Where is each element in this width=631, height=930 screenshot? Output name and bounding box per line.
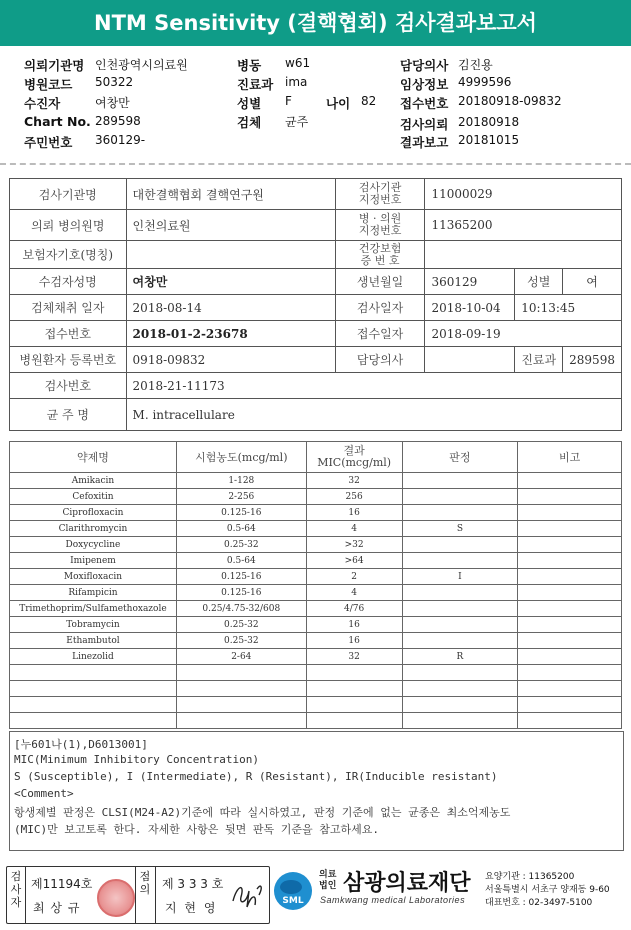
code-label: 병원코드 xyxy=(24,77,73,92)
remark xyxy=(518,489,622,505)
dept-value: ima xyxy=(285,75,308,89)
judgement xyxy=(402,585,518,601)
req-hosp-label: 의뢰 병의원명 xyxy=(10,210,127,241)
test-concentration xyxy=(176,681,306,697)
col-header-mic xyxy=(306,442,402,473)
drug-name xyxy=(10,713,177,729)
examiner-name: 최 상 규 xyxy=(33,901,81,915)
judgement xyxy=(402,553,518,569)
reviewer-name: 지 현 영 xyxy=(165,901,218,915)
table-row xyxy=(10,521,622,537)
remark xyxy=(518,697,622,713)
mic-result: >64 xyxy=(306,553,402,569)
remark xyxy=(518,665,622,681)
mic-result: 32 xyxy=(306,649,402,665)
remark xyxy=(518,521,622,537)
drug-sensitivity-table xyxy=(9,441,622,729)
test-concentration: 0.25-32 xyxy=(176,633,306,649)
reviewer-label: 점의 xyxy=(139,870,151,896)
test-concentration: 0.5-64 xyxy=(176,553,306,569)
drug-name: Imipenem xyxy=(10,553,177,569)
table-row xyxy=(10,585,622,601)
mic-result xyxy=(306,665,402,681)
mic-result: 4 xyxy=(306,585,402,601)
dept-label: 진료과 xyxy=(237,77,274,92)
health-no-value xyxy=(425,241,622,269)
drug-name: Rifampicin xyxy=(10,585,177,601)
form-dept-value: 289598 xyxy=(563,347,622,373)
col-header-remark: 비고 xyxy=(518,442,622,473)
form-dept-label: 진료과 xyxy=(515,347,563,373)
doctor-label: 담당의사 xyxy=(400,58,449,73)
inst-value: 대한결핵협회 결핵연구원 xyxy=(126,179,335,210)
hospital-label: 의뢰기관명 xyxy=(24,58,85,73)
drug-name: Cefoxitin xyxy=(10,489,177,505)
remark xyxy=(518,601,622,617)
mic-result xyxy=(306,713,402,729)
test-concentration xyxy=(176,713,306,729)
company-english-name: Samkwang medical Laboratories xyxy=(320,895,466,905)
test-concentration: 0.125-16 xyxy=(176,505,306,521)
remark xyxy=(518,713,622,729)
company-phone: 대표번호 : 02-3497-5100 xyxy=(485,898,593,908)
notes-box xyxy=(9,731,624,851)
hosp-code-label-2: 지정번호 xyxy=(358,224,402,237)
judgement xyxy=(402,537,518,553)
company-type xyxy=(319,870,336,892)
remark xyxy=(518,505,622,521)
test-concentration xyxy=(176,665,306,681)
collect-label: 검체채취 일자 xyxy=(10,295,127,321)
judgement: S xyxy=(402,521,518,537)
test-concentration: 1-128 xyxy=(176,473,306,489)
collect-value: 2018-08-14 xyxy=(126,295,335,321)
hospital-value: 인천광역시의료원 xyxy=(95,58,188,72)
drug-name: Linezolid xyxy=(10,649,177,665)
notes-mic-definition: MIC(Minimum Inhibitory Concentration) xyxy=(14,753,260,766)
form-test-date-value: 2018-10-04 xyxy=(425,295,515,321)
hosp-code-label xyxy=(335,210,425,241)
divider xyxy=(155,867,156,923)
test-no-label: 검사번호 xyxy=(10,373,127,399)
inst-code-value: 11000029 xyxy=(425,179,622,210)
clinical-label: 임상정보 xyxy=(400,77,449,92)
examiner-license-no: 제11194호 xyxy=(31,877,93,891)
company-contact xyxy=(485,871,610,910)
hosp-code-label-1: 병 · 의원 xyxy=(358,212,402,225)
judgement xyxy=(402,601,518,617)
notes-legend: S (Susceptible), I (Intermediate), R (Resistant), IR(Inducible resistant) xyxy=(14,770,498,783)
test-concentration: 0.25-32 xyxy=(176,617,306,633)
report-form-table xyxy=(9,178,622,431)
judgement xyxy=(402,681,518,697)
inst-code-label xyxy=(335,179,425,210)
notes-comment-line-1: 항생제별 판정은 CLSI(M24-A2)기준에 따라 실시하였고, 판정 기준에 없는 균종은 최소억제농도 xyxy=(14,806,511,819)
mic-result: >32 xyxy=(306,537,402,553)
company-type-1: 의료 xyxy=(319,870,337,880)
judgement xyxy=(402,489,518,505)
company-name: 삼광의료재단 xyxy=(343,871,471,896)
table-row xyxy=(10,601,622,617)
judgement xyxy=(402,473,518,489)
judgement xyxy=(402,617,518,633)
test-no-value: 2018-21-11173 xyxy=(126,373,621,399)
mic-result: 2 xyxy=(306,569,402,585)
table-row xyxy=(10,569,622,585)
form-test-date-label: 검사일자 xyxy=(335,295,425,321)
hosp-code-value: 11365200 xyxy=(425,210,622,241)
doctor-value: 김진용 xyxy=(458,58,493,72)
mic-result: 256 xyxy=(306,489,402,505)
form-doctor-value xyxy=(425,347,515,373)
remark xyxy=(518,537,622,553)
judgement xyxy=(402,665,518,681)
drug-name: Trimethoprim/Sulfamethoxazole xyxy=(10,601,177,617)
judgement xyxy=(402,713,518,729)
company-type-2: 법인 xyxy=(319,881,337,891)
table-row xyxy=(10,633,622,649)
form-receipt-label: 접수번호 xyxy=(10,321,127,347)
test-concentration: 0.125-16 xyxy=(176,585,306,601)
id-value: 360129- xyxy=(95,133,146,147)
clinical-value: 4999596 xyxy=(458,75,512,89)
mic-result: 32 xyxy=(306,473,402,489)
mic-result: 16 xyxy=(306,633,402,649)
reg-label: 병원환자 등록번호 xyxy=(10,347,127,373)
form-receipt-value: 2018-01-2-23678 xyxy=(126,321,335,347)
inst-code-label-2: 지정번호 xyxy=(358,193,402,206)
judgement: R xyxy=(402,649,518,665)
receipt-value: 20180918-09832 xyxy=(458,94,562,108)
mic-result xyxy=(306,697,402,713)
remark xyxy=(518,569,622,585)
mic-result: 4 xyxy=(306,521,402,537)
drug-name: Doxycycline xyxy=(10,537,177,553)
drug-name: Clarithromycin xyxy=(10,521,177,537)
mic-result: 16 xyxy=(306,505,402,521)
signature-box xyxy=(6,866,270,924)
inst-label: 검사기관명 xyxy=(10,179,127,210)
test-date-label: 검사의뢰 xyxy=(400,117,449,132)
table-row xyxy=(10,649,622,665)
table-row xyxy=(10,713,622,729)
chart-value: 289598 xyxy=(95,114,141,128)
sex-label: 성별 xyxy=(237,96,262,111)
specimen-label: 검체 xyxy=(237,115,262,130)
table-row xyxy=(10,697,622,713)
test-concentration: 0.125-16 xyxy=(176,569,306,585)
test-concentration xyxy=(176,697,306,713)
receipt-date-label: 접수일자 xyxy=(335,321,425,347)
receipt-date-value: 2018-09-19 xyxy=(425,321,622,347)
specimen-value: 균주 xyxy=(285,115,309,129)
notes-comment-title: <Comment> xyxy=(14,787,74,800)
inst-code-label-1: 검사기관 xyxy=(358,181,402,194)
drug-name xyxy=(10,697,177,713)
health-no-label-2: 증 번 호 xyxy=(360,253,400,267)
form-doctor-label: 담당의사 xyxy=(335,347,425,373)
remark xyxy=(518,633,622,649)
form-sex-value: 여 xyxy=(563,269,622,295)
remark xyxy=(518,473,622,489)
test-concentration: 0.25/4.75-32/608 xyxy=(176,601,306,617)
table-row xyxy=(10,681,622,697)
col-header-result: 결과 xyxy=(343,444,365,457)
table-row xyxy=(10,553,622,569)
judgement xyxy=(402,505,518,521)
drug-name: Moxifloxacin xyxy=(10,569,177,585)
examiner-seal-icon xyxy=(97,879,135,917)
patient-info xyxy=(0,50,631,160)
remark xyxy=(518,585,622,601)
id-label: 주민번호 xyxy=(24,135,73,150)
judgement xyxy=(402,633,518,649)
divider xyxy=(25,867,26,923)
age-label: 나이 xyxy=(326,96,351,111)
patient-label: 수진자 xyxy=(24,96,61,111)
table-row xyxy=(10,489,622,505)
institution-code: 요양기관 : 11365200 xyxy=(485,872,575,882)
table-row xyxy=(10,665,622,681)
table-row xyxy=(10,473,622,489)
drug-name xyxy=(10,681,177,697)
remark xyxy=(518,553,622,569)
col-header-judgement: 판정 xyxy=(402,442,518,473)
code-value: 50322 xyxy=(95,75,134,89)
col-header-drug: 약제명 xyxy=(10,442,177,473)
mic-result: 16 xyxy=(306,617,402,633)
mic-result xyxy=(306,681,402,697)
test-concentration: 0.5-64 xyxy=(176,521,306,537)
chart-label: Chart No. xyxy=(24,114,91,129)
col-header-conc: 시험농도(mcg/ml) xyxy=(176,442,306,473)
sex-value: F xyxy=(285,94,292,108)
company-logo-text: SML xyxy=(282,896,304,906)
health-no-label xyxy=(335,241,425,269)
remark xyxy=(518,617,622,633)
mic-result: 4/76 xyxy=(306,601,402,617)
drug-name: Ciprofloxacin xyxy=(10,505,177,521)
divider xyxy=(0,163,631,165)
examiner-label: 검사자 xyxy=(10,870,22,909)
table-row xyxy=(10,617,622,633)
col-header-mic-unit: MIC(mcg/ml) xyxy=(317,456,392,469)
test-concentration: 2-64 xyxy=(176,649,306,665)
name-value: 여창만 xyxy=(126,269,335,295)
judgement: I xyxy=(402,569,518,585)
insured-label: 보험자기호(명칭) xyxy=(10,241,127,269)
table-row xyxy=(10,537,622,553)
remark xyxy=(518,649,622,665)
company-address: 서울특별시 서초구 양재동 9-60 xyxy=(485,885,610,895)
req-hosp-value: 인천의료원 xyxy=(126,210,335,241)
divider xyxy=(135,867,136,923)
drug-name: Ethambutol xyxy=(10,633,177,649)
ward-value: w61 xyxy=(285,56,311,70)
insured-value xyxy=(126,241,335,269)
notes-code: [누601나(1),D6013001] xyxy=(14,738,148,751)
drug-name xyxy=(10,665,177,681)
report-title: NTM Sensitivity (결핵협회) 검사결과보고서 xyxy=(0,0,631,46)
organism-value: M. intracellulare xyxy=(126,399,621,431)
company-logo-shape xyxy=(280,880,302,894)
table-row xyxy=(10,505,622,521)
drug-name: Tobramycin xyxy=(10,617,177,633)
birth-value: 360129 xyxy=(425,269,515,295)
report-date-label: 결과보고 xyxy=(400,135,449,150)
ward-label: 병동 xyxy=(237,58,262,73)
organism-label: 균 주 명 xyxy=(10,399,127,431)
name-label: 수검자성명 xyxy=(10,269,127,295)
birth-label: 생년월일 xyxy=(335,269,425,295)
receipt-label: 접수번호 xyxy=(400,96,449,111)
remark xyxy=(518,681,622,697)
signature-icon xyxy=(229,877,265,911)
form-test-time-value: 10:13:45 xyxy=(515,295,622,321)
reg-value: 0918-09832 xyxy=(126,347,335,373)
form-sex-label: 성별 xyxy=(515,269,563,295)
test-date-value: 20180918 xyxy=(458,115,520,129)
patient-value: 여창만 xyxy=(95,96,130,110)
judgement xyxy=(402,697,518,713)
test-concentration: 0.25-32 xyxy=(176,537,306,553)
report-date-value: 20181015 xyxy=(458,133,520,147)
test-concentration: 2-256 xyxy=(176,489,306,505)
notes-comment-line-2: (MIC)만 보고토록 한다. 자세한 사항은 뒷면 판독 기준을 참고하세요. xyxy=(14,823,379,836)
reviewer-license-no: 제 3 3 3 호 xyxy=(162,877,224,891)
drug-name: Amikacin xyxy=(10,473,177,489)
age-value: 82 xyxy=(361,94,377,108)
health-no-label-1: 건강보험 xyxy=(358,241,402,255)
